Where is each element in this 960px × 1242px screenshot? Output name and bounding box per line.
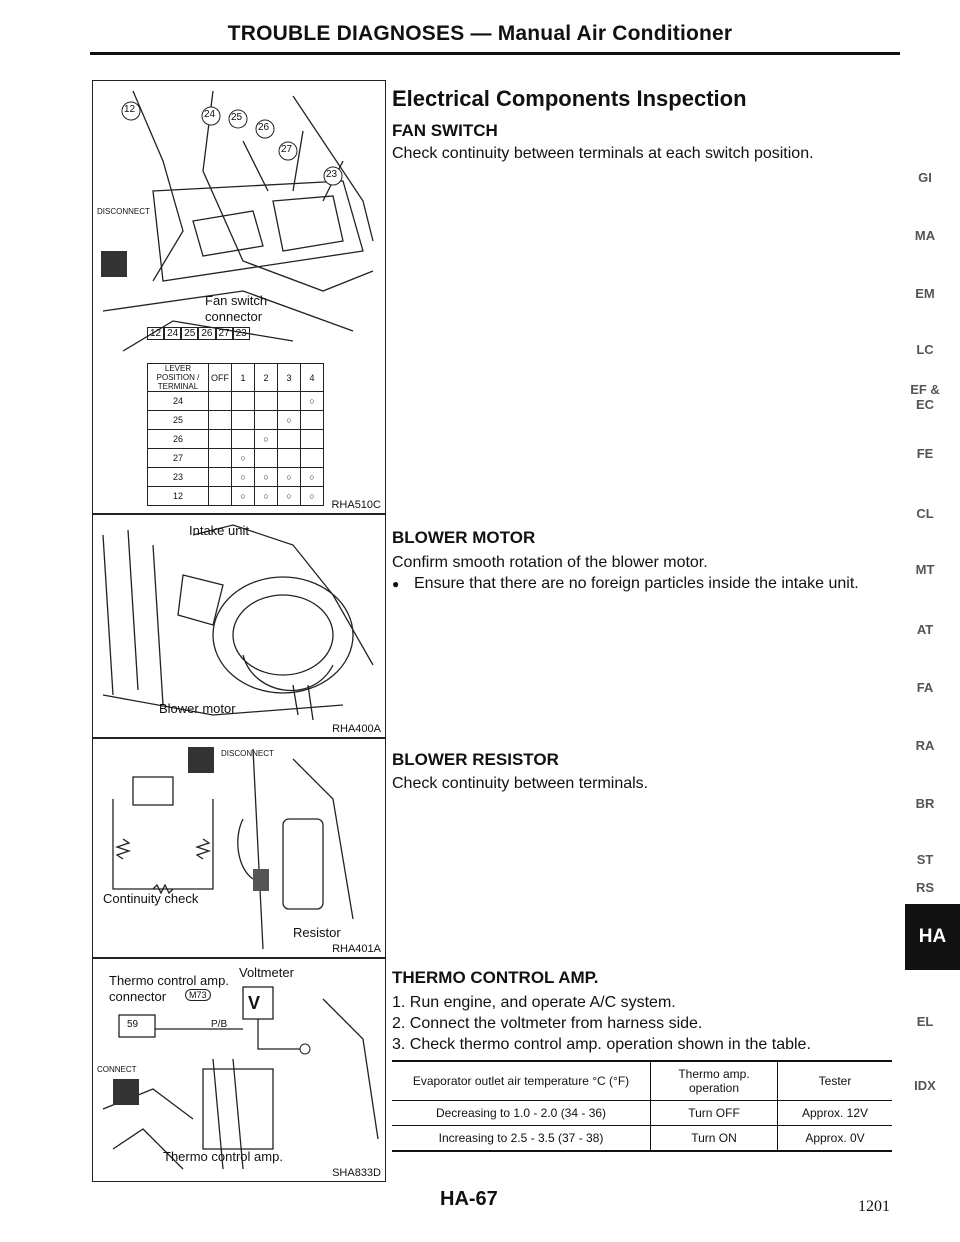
sidenav-item[interactable]: EF & EC xyxy=(910,382,940,412)
callout-6: 23 xyxy=(326,169,338,180)
fan-switch-table: LEVER POSITION / TERMINAL OFF 1 2 3 4 24 ○ 25 ○ 26 ○ 27 ○ 23 ○ ○ ○ ○ 12 ○ ○ ○ ○ xyxy=(147,363,324,506)
blower-resistor-heading: BLOWER RESISTOR xyxy=(392,750,559,769)
figure-code: SHA833D xyxy=(332,1167,381,1179)
figure-code: RHA401A xyxy=(332,943,381,955)
thermo-amp-bottom-label: Thermo control amp. xyxy=(163,1149,283,1164)
terminal-cell: 24 xyxy=(148,392,209,411)
sidenav-item[interactable]: EM xyxy=(915,286,935,301)
figure-blower-motor xyxy=(92,514,386,738)
thermo-step: 1. Run engine, and operate A/C system. xyxy=(392,994,676,1011)
terminal-cell: 26 xyxy=(148,430,209,449)
figure-blower-resistor xyxy=(92,738,386,958)
sidenav-item[interactable]: EL xyxy=(916,1014,934,1029)
figure-code: RHA510C xyxy=(331,499,381,511)
pin: 26 xyxy=(198,327,215,340)
terminal-cell: 23 xyxy=(148,468,209,487)
fan-switch-heading: FAN SWITCH xyxy=(392,121,498,140)
resistor-drawing xyxy=(93,739,385,957)
sidenav-item[interactable]: IDX xyxy=(914,1078,936,1093)
blower-motor-heading: BLOWER MOTOR xyxy=(392,528,536,547)
blower-resistor-text: Check continuity between terminals. xyxy=(392,775,649,792)
thermo-amp-label: Thermo control amp. xyxy=(109,973,229,988)
disconnect-label: DISCONNECT xyxy=(97,207,150,216)
sidenav-item[interactable]: FE xyxy=(916,446,934,461)
intake-unit-label: Intake unit xyxy=(189,523,249,538)
sidenav-item[interactable]: ST xyxy=(916,852,934,867)
page-code: HA-67 xyxy=(440,1188,498,1210)
table-header-cell: Tester xyxy=(778,1061,893,1101)
thermo-table xyxy=(392,1060,892,1152)
figure-code: RHA400A xyxy=(332,723,381,735)
terminal-cell: 27 xyxy=(148,449,209,468)
sidenav-item[interactable]: MT xyxy=(915,562,935,577)
table-cell: Turn ON xyxy=(651,1126,778,1152)
thermo-step: 3. Check thermo control amp. operation shown in the table. xyxy=(392,1036,811,1053)
sidenav-item[interactable]: BR xyxy=(915,796,935,811)
thermo-step: 2. Connect the voltmeter from harness side. xyxy=(392,1015,703,1032)
table-cell: Turn OFF xyxy=(651,1101,778,1126)
table-header-cell: OFF xyxy=(209,364,232,392)
voltmeter-label: Voltmeter xyxy=(239,965,294,980)
table-header-cell: LEVER POSITION / TERMINAL xyxy=(148,364,209,392)
page-number: 1201 xyxy=(858,1198,890,1215)
connector-label: connector xyxy=(109,989,167,1004)
sidenav-item[interactable]: MA xyxy=(914,228,936,243)
sidenav-item[interactable]: RS xyxy=(915,880,935,895)
sidenav-item[interactable]: AT xyxy=(916,622,934,637)
blower-motor-label: Blower motor xyxy=(159,701,236,716)
table-cell: Approx. 0V xyxy=(778,1126,893,1152)
sidenav-item[interactable]: CL xyxy=(916,506,934,521)
fan-switch-label: Fan switch xyxy=(205,293,268,308)
pin: 12 xyxy=(147,327,164,340)
table-cell: Increasing to 2.5 - 3.5 (37 - 38) xyxy=(392,1126,651,1152)
table-header-cell: Thermo amp. operation xyxy=(651,1061,778,1101)
sidenav-item[interactable]: RA xyxy=(915,738,935,753)
table-header-cell: 3 xyxy=(278,364,301,392)
sidenav-item[interactable]: GI xyxy=(918,170,932,185)
connector-pins xyxy=(147,327,250,340)
pin-label: 59 xyxy=(127,1019,139,1030)
connector-id-badge: M73 xyxy=(185,989,211,1001)
callout-5: 27 xyxy=(281,144,293,155)
callout-1: 12 xyxy=(124,104,136,115)
pin: 25 xyxy=(181,327,198,340)
table-header-cell: 1 xyxy=(232,364,255,392)
header-rule xyxy=(90,52,900,55)
callout-3: 25 xyxy=(231,112,243,123)
page-header: TROUBLE DIAGNOSES — Manual Air Conditioner xyxy=(227,22,733,45)
sidenav-item[interactable]: LC xyxy=(916,342,934,357)
bullet-text: Ensure that there are no foreign particles inside the intake unit. xyxy=(414,575,859,592)
thermo-heading: THERMO CONTROL AMP. xyxy=(392,968,599,987)
fan-switch-text: Check continuity between terminals at each switch position. xyxy=(392,145,814,162)
figure-fan-switch xyxy=(92,80,386,514)
callout-2: 24 xyxy=(204,109,216,120)
blower-motor-drawing xyxy=(93,515,385,737)
pin: 23 xyxy=(233,327,250,340)
sidenav-item[interactable]: FA xyxy=(916,680,934,695)
table-row xyxy=(392,1101,892,1126)
continuity-check-label: Continuity check xyxy=(103,891,199,906)
table-header-cell: Evaporator outlet air temperature °C (°F) xyxy=(392,1061,651,1101)
blower-motor-text: Confirm smooth rotation of the blower motor. xyxy=(392,554,708,571)
connect-label: CONNECT xyxy=(97,1065,137,1074)
table-row xyxy=(392,1126,892,1152)
voltmeter-v-icon: V xyxy=(248,993,261,1013)
sidenav-item-active[interactable]: HA xyxy=(905,904,960,970)
table-cell: Decreasing to 1.0 - 2.0 (34 - 36) xyxy=(392,1101,651,1126)
section-title: Electrical Components Inspection xyxy=(392,86,747,111)
pin: 24 xyxy=(164,327,181,340)
table-cell: Approx. 12V xyxy=(778,1101,893,1126)
disconnect-label: DISCONNECT xyxy=(221,749,274,758)
wire-color-label: P/B xyxy=(211,1019,228,1030)
blower-motor-bullet: ● Ensure that there are no foreign particles inside the intake unit. xyxy=(392,573,892,595)
figure-thermo-amp xyxy=(92,958,386,1182)
pin: 27 xyxy=(216,327,233,340)
callout-4: 26 xyxy=(258,122,270,133)
connector-label: connector xyxy=(205,309,263,324)
terminal-cell: 25 xyxy=(148,411,209,430)
table-header-cell: 2 xyxy=(255,364,278,392)
resistor-label: Resistor xyxy=(293,925,341,940)
table-header-cell: 4 xyxy=(301,364,324,392)
terminal-cell: 12 xyxy=(148,487,209,506)
